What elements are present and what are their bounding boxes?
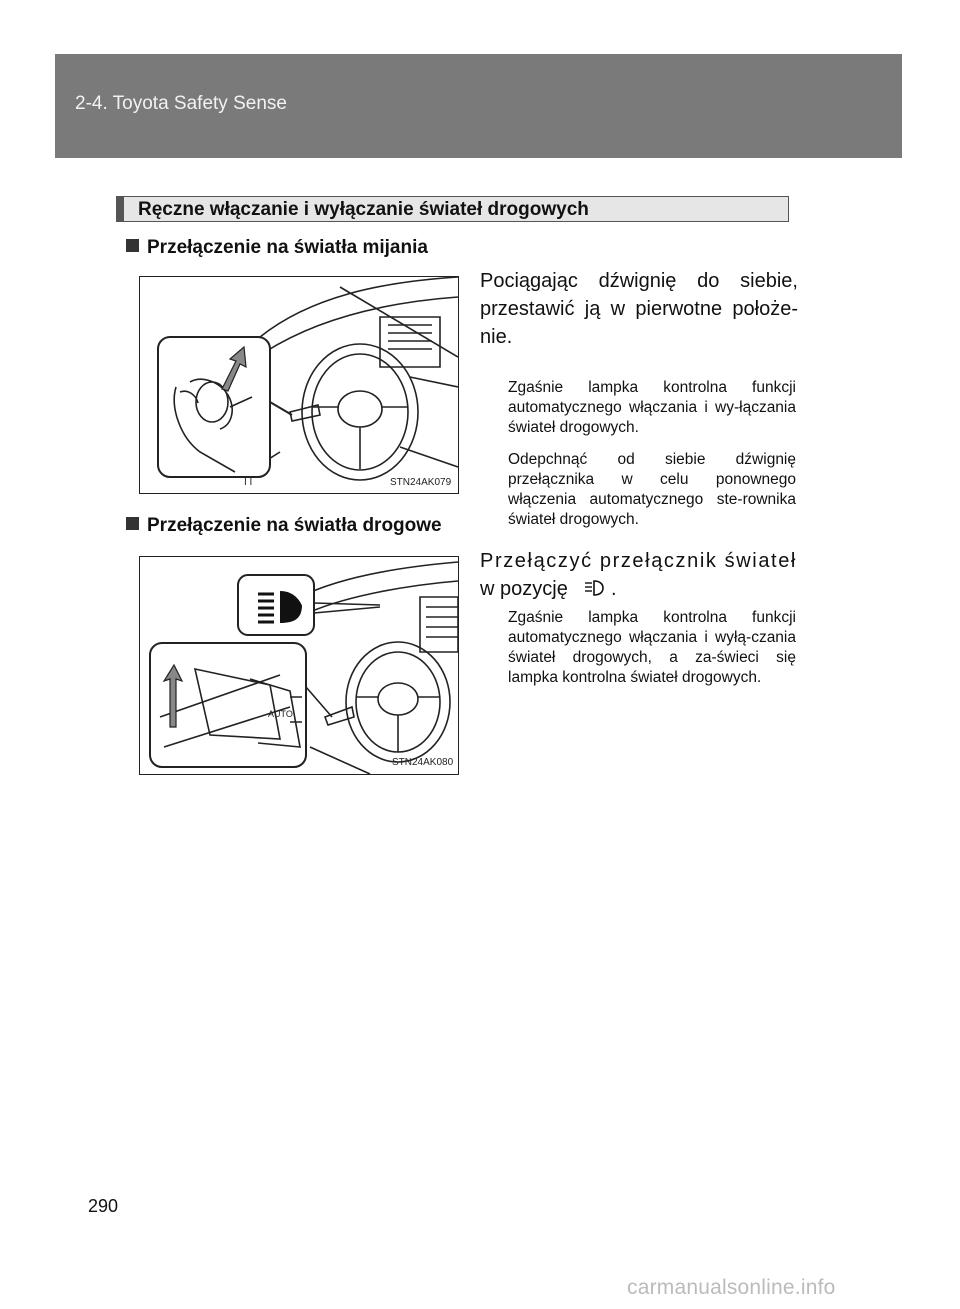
section-title: Ręczne włączanie i wyłączanie świateł drogowych <box>138 199 589 220</box>
svg-text:AUTO: AUTO <box>268 709 293 719</box>
high-beam-instruction-line2 <box>480 575 798 603</box>
high-beam-instruction-line1: Przełączyć przełącznik świateł <box>480 550 797 572</box>
page-number: 290 <box>88 1196 119 1216</box>
steering-lever-pull-illustration <box>140 277 458 493</box>
high-beam-illustration <box>139 556 459 775</box>
period: . <box>610 578 617 600</box>
watermark: carmanualsonline.info <box>627 1276 836 1299</box>
high-beam-instruction-line2-text: w pozycję <box>480 578 568 600</box>
headlight-switch-illustration <box>140 557 458 774</box>
low-beam-note-2: Odepchnąć od siebie dźwignię przełącznika w celu ponownego włączenia automatycznego ste-rownika świateł drogowych. <box>508 451 796 528</box>
square-bullet-icon <box>126 239 139 252</box>
low-beam-heading-text: Przełączenie na światła mijania <box>147 237 428 258</box>
high-beam-image-code: STN24AK080 <box>392 757 454 768</box>
low-beam-image-code: STN24AK079 <box>390 477 452 488</box>
square-bullet-icon <box>126 517 139 530</box>
high-beam-heading-text: Przełączenie na światła drogowe <box>147 515 442 536</box>
header-section-title: 2-4. Toyota Safety Sense <box>75 93 287 114</box>
high-beam-instruction <box>480 547 798 603</box>
high-beam-symbol-icon <box>583 579 605 597</box>
high-beam-heading <box>126 515 442 537</box>
low-beam-heading <box>126 237 428 259</box>
high-beam-note: Zgaśnie lampka kontrolna funkcji automatycznego włączania i wyłą-czania świateł drogowych, a za-świeci się lampka kontrolna świateł drogowych. <box>508 609 796 686</box>
low-beam-instruction: Pociągając dźwignię do siebie, przestawić ją w pierwotne położe-nie. <box>480 270 798 348</box>
svg-text:I I: I I <box>244 477 253 488</box>
low-beam-illustration <box>139 276 459 494</box>
low-beam-note-1: Zgaśnie lampka kontrolna funkcji automatycznego włączania i wy-łączania świateł drogowych. <box>508 379 796 436</box>
